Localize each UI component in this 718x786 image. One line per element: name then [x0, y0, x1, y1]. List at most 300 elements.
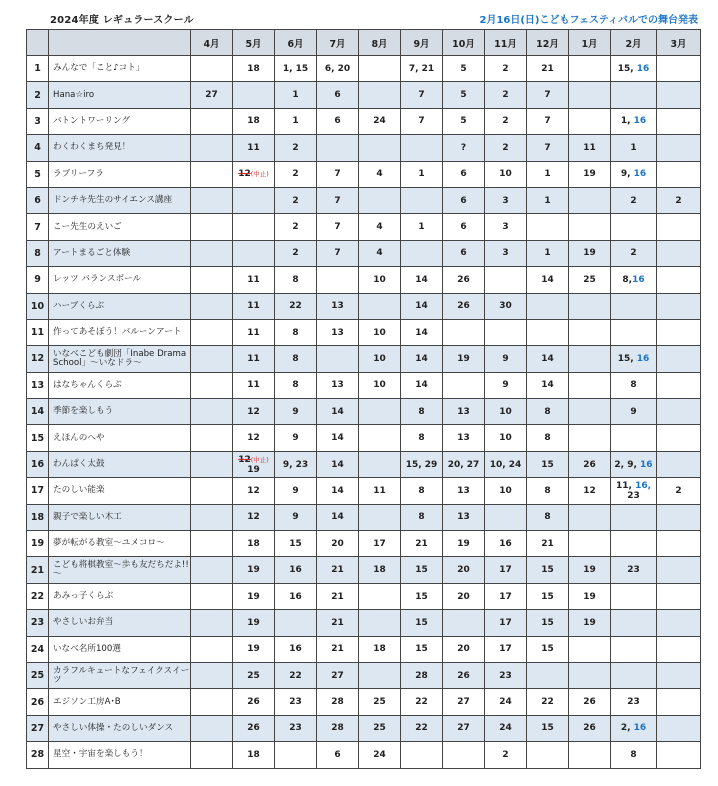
date-cell: [527, 108, 569, 134]
date-value: 17: [373, 538, 386, 549]
date-value: 16: [499, 538, 512, 549]
date-cell: [317, 583, 359, 609]
date-cell: [317, 504, 359, 530]
date-value: 3: [502, 248, 509, 259]
date-value: 15: [289, 538, 302, 549]
date-value: 7: [418, 116, 425, 127]
date-cell: [191, 689, 233, 715]
date-value: 8: [544, 485, 551, 496]
date-value: 9: [292, 433, 299, 444]
date-value: 18: [373, 565, 386, 576]
date-cell: [317, 319, 359, 345]
month-header: 12月: [527, 30, 569, 56]
date-value: 12: [238, 169, 251, 180]
date-value: 13: [457, 433, 470, 444]
date-value: 7: [544, 142, 551, 153]
date-cell: [233, 346, 275, 372]
date-value: 14: [541, 353, 554, 364]
header-blank-name: [49, 30, 191, 56]
date-value: 2,: [620, 723, 634, 734]
row-number: 7: [27, 214, 49, 240]
date-value: 9: [502, 353, 509, 364]
date-cell: [191, 135, 233, 161]
month-header: 8月: [359, 30, 401, 56]
date-cell: [611, 742, 657, 768]
table-row: [27, 240, 701, 266]
date-cell: [401, 689, 443, 715]
date-value: 10, 24: [489, 459, 522, 470]
date-value: 16: [632, 274, 645, 285]
date-cell: [611, 504, 657, 530]
date-value: 8: [292, 327, 299, 338]
date-cell: [401, 293, 443, 319]
date-cell: [275, 742, 317, 768]
date-value: 9: [292, 512, 299, 523]
date-value: 6: [460, 222, 467, 233]
date-value: 22: [541, 697, 554, 708]
date-cell: [401, 610, 443, 636]
date-cell: [611, 451, 657, 477]
course-name: Hana☆iro: [49, 82, 191, 108]
date-cell: [317, 82, 359, 108]
date-value: 21: [415, 538, 428, 549]
date-cell: [191, 636, 233, 662]
date-cell: [275, 319, 317, 345]
date-cell: [443, 108, 485, 134]
date-cell: [527, 636, 569, 662]
date-value: 4: [376, 169, 383, 180]
date-cell: [443, 742, 485, 768]
table-row: [27, 715, 701, 741]
date-cell: [275, 108, 317, 134]
date-cell: [569, 135, 611, 161]
date-cell: [611, 187, 657, 213]
date-cell: [569, 583, 611, 609]
date-cell: [359, 715, 401, 741]
date-value: 2: [292, 142, 299, 153]
date-cell: [485, 108, 527, 134]
date-value: 6: [460, 195, 467, 206]
date-value: 26: [457, 301, 470, 312]
date-value: 23: [627, 697, 640, 708]
date-cell: [485, 610, 527, 636]
date-cell: [485, 240, 527, 266]
date-value: 17: [499, 591, 512, 602]
month-header: 6月: [275, 30, 317, 56]
date-cell: [191, 267, 233, 293]
date-cell: [443, 451, 485, 477]
date-cell: [233, 504, 275, 530]
date-value: 15: [541, 644, 554, 655]
row-number: 14: [27, 399, 49, 425]
date-cell: [443, 214, 485, 240]
date-cell: [275, 214, 317, 240]
date-cell: [569, 82, 611, 108]
date-cell: [233, 187, 275, 213]
date-cell: [401, 372, 443, 398]
date-cell: [657, 187, 701, 213]
date-value: 27: [457, 697, 470, 708]
date-cell: [359, 82, 401, 108]
date-cell: [401, 478, 443, 504]
date-value: 2: [502, 749, 509, 760]
date-value: 9: [630, 406, 637, 417]
course-name: 星空・宇宙を楽しもう！: [49, 742, 191, 768]
date-cell: [569, 56, 611, 82]
row-number: 2: [27, 82, 49, 108]
date-cell: [527, 557, 569, 583]
course-name: こー先生のえいご: [49, 214, 191, 240]
row-number: 9: [27, 267, 49, 293]
row-number: 12: [27, 346, 49, 372]
date-cell: [191, 610, 233, 636]
date-value: 10: [499, 485, 512, 496]
date-cell: [485, 636, 527, 662]
date-cell: [317, 346, 359, 372]
date-value: 14: [331, 433, 344, 444]
date-value: 15,: [617, 353, 637, 364]
date-cell: [275, 478, 317, 504]
date-cell: [657, 346, 701, 372]
date-value: 25: [373, 723, 386, 734]
date-value: 19: [247, 591, 260, 602]
date-cell: [485, 372, 527, 398]
date-cell: [527, 504, 569, 530]
date-value: 20: [457, 644, 470, 655]
date-cell: [569, 214, 611, 240]
date-cell: [611, 636, 657, 662]
date-cell: [485, 557, 527, 583]
date-value: 8: [418, 512, 425, 523]
date-value: 28: [331, 723, 344, 734]
date-cell: [317, 267, 359, 293]
date-cell: [191, 583, 233, 609]
table-row: [27, 610, 701, 636]
date-cell: [233, 451, 275, 477]
row-number: 28: [27, 742, 49, 768]
date-cell: [359, 557, 401, 583]
date-cell: [233, 240, 275, 266]
date-value: 11: [247, 327, 260, 338]
date-value: 9,: [620, 169, 634, 180]
course-name: 季節を楽しもう: [49, 399, 191, 425]
course-name: 作ってあそぼう！バルーンアート: [49, 319, 191, 345]
date-cell: [401, 56, 443, 82]
date-value: 21: [331, 591, 344, 602]
date-cell: [443, 346, 485, 372]
table-row: [27, 742, 701, 768]
date-cell: [611, 372, 657, 398]
row-number: 25: [27, 662, 49, 688]
date-value: 27: [457, 723, 470, 734]
date-value: 1: [292, 116, 299, 127]
month-header: 9月: [401, 30, 443, 56]
date-value: 16: [636, 63, 650, 74]
date-cell: [527, 478, 569, 504]
date-value: 7: [334, 248, 341, 259]
date-value: 12: [583, 485, 596, 496]
date-value: 8: [544, 433, 551, 444]
date-value: 5: [460, 90, 467, 101]
course-name: バトントワーリング: [49, 108, 191, 134]
date-cell: [527, 425, 569, 451]
date-cell: [443, 319, 485, 345]
date-cell: [275, 610, 317, 636]
date-cell: [275, 425, 317, 451]
date-cell: [359, 583, 401, 609]
date-cell: [657, 451, 701, 477]
row-number: 19: [27, 531, 49, 557]
date-cell: [443, 662, 485, 688]
date-cell: [233, 636, 275, 662]
date-value: 14: [415, 380, 428, 391]
date-cell: [317, 662, 359, 688]
date-value: 9: [292, 485, 299, 496]
date-value: 26: [583, 723, 596, 734]
row-number: 13: [27, 372, 49, 398]
date-value: 14: [415, 301, 428, 312]
table-row: [27, 636, 701, 662]
date-cell: [359, 267, 401, 293]
date-cell: [191, 504, 233, 530]
date-cell: [191, 187, 233, 213]
course-name: アートまるごと体験: [49, 240, 191, 266]
date-value: 22: [415, 723, 428, 734]
date-cell: [233, 610, 275, 636]
date-cell: [485, 451, 527, 477]
date-value: 15: [415, 565, 428, 576]
date-value: 11: [373, 485, 386, 496]
date-cell: [317, 425, 359, 451]
date-value: 5: [460, 116, 467, 127]
date-value: 25: [583, 274, 596, 285]
table-row: [27, 689, 701, 715]
date-cell: [191, 319, 233, 345]
month-header-row: [27, 30, 701, 56]
table-row: [27, 161, 701, 187]
table-row: [27, 56, 701, 82]
date-value: 13: [331, 380, 344, 391]
table-row: [27, 478, 701, 504]
date-cell: [359, 372, 401, 398]
date-cell: [359, 425, 401, 451]
date-value: 14: [331, 485, 344, 496]
date-cell: [569, 742, 611, 768]
date-value: 13: [457, 485, 470, 496]
date-cell: [233, 214, 275, 240]
date-value: 9, 23: [282, 459, 309, 470]
date-cell: [569, 504, 611, 530]
date-value: 2: [630, 248, 637, 259]
date-cell: [611, 689, 657, 715]
date-value: 7: [334, 169, 341, 180]
date-value: 16: [289, 644, 302, 655]
date-cell: [401, 214, 443, 240]
date-cell: [317, 610, 359, 636]
date-cell: [527, 82, 569, 108]
date-cell: [317, 689, 359, 715]
date-cell: [317, 742, 359, 768]
date-cell: [485, 56, 527, 82]
date-value: 26: [457, 274, 470, 285]
date-value: 1, 15: [282, 63, 309, 74]
date-value: 23: [289, 697, 302, 708]
table-row: [27, 662, 701, 688]
date-value: 15,: [617, 63, 637, 74]
date-value: 17: [499, 565, 512, 576]
date-cell: [233, 135, 275, 161]
date-value: 6: [334, 749, 341, 760]
date-cell: [485, 399, 527, 425]
course-name: エジソン工房A･B: [49, 689, 191, 715]
date-cell: [359, 478, 401, 504]
date-cell: [401, 557, 443, 583]
date-cell: [485, 319, 527, 345]
date-value: 16: [635, 480, 648, 491]
date-cell: [485, 161, 527, 187]
date-cell: [401, 742, 443, 768]
date-cell: [317, 372, 359, 398]
date-cell: [317, 399, 359, 425]
date-value: 15: [541, 591, 554, 602]
date-cell: [401, 662, 443, 688]
row-number: 10: [27, 293, 49, 319]
date-value: 15: [415, 644, 428, 655]
date-value: 15: [541, 617, 554, 628]
date-cell: [527, 267, 569, 293]
date-cell: [611, 293, 657, 319]
date-value: 2: [630, 195, 637, 206]
table-row: [27, 346, 701, 372]
date-cell: [569, 108, 611, 134]
date-cell: [569, 293, 611, 319]
date-cell: [233, 293, 275, 319]
date-value: 26: [583, 697, 596, 708]
date-value: 21: [541, 538, 554, 549]
date-cell: [233, 531, 275, 557]
header-blank-no: [27, 30, 49, 56]
date-value: 24: [499, 723, 512, 734]
date-value: 28: [331, 697, 344, 708]
date-cell: [657, 689, 701, 715]
month-header: 10月: [443, 30, 485, 56]
month-header: 3月: [657, 30, 701, 56]
date-value: 2: [292, 195, 299, 206]
date-cell: [191, 161, 233, 187]
course-name: カラフルキュートなフェイクスイーツ: [49, 662, 191, 688]
date-cell: [527, 583, 569, 609]
date-value: 1: [544, 248, 551, 259]
date-value: 2: [292, 248, 299, 259]
date-value: 15: [415, 591, 428, 602]
page-title: 2024年度 レギュラースクール: [50, 15, 194, 26]
page-header: [26, 8, 700, 26]
date-value: 20: [457, 565, 470, 576]
date-cell: [401, 135, 443, 161]
date-cell: [191, 425, 233, 451]
course-name: ラブリーフラ: [49, 161, 191, 187]
date-cell: [233, 319, 275, 345]
date-value: 23: [627, 565, 640, 576]
month-header: 2月: [611, 30, 657, 56]
date-cell: [275, 267, 317, 293]
date-cell: [359, 108, 401, 134]
row-number: 5: [27, 161, 49, 187]
date-cell: [359, 636, 401, 662]
month-header: 11月: [485, 30, 527, 56]
table-row: [27, 82, 701, 108]
month-header: 1月: [569, 30, 611, 56]
date-value: 8: [544, 512, 551, 523]
date-cell: [359, 346, 401, 372]
date-cell: [443, 135, 485, 161]
row-number: 1: [27, 56, 49, 82]
date-cell: [611, 583, 657, 609]
date-value: 18: [247, 749, 260, 760]
date-cell: [657, 214, 701, 240]
date-cell: [657, 56, 701, 82]
date-cell: [317, 557, 359, 583]
table-row: [27, 583, 701, 609]
date-value: 8: [544, 406, 551, 417]
date-cell: [191, 293, 233, 319]
course-name: やさしい体操・たのしいダンス: [49, 715, 191, 741]
date-value: 6, 20: [324, 63, 351, 74]
date-cell: [275, 557, 317, 583]
date-cell: [317, 161, 359, 187]
date-cell: [443, 56, 485, 82]
date-cell: [317, 636, 359, 662]
date-value: 1: [418, 222, 425, 233]
date-value: 21: [331, 644, 344, 655]
date-cell: [657, 504, 701, 530]
date-cell: [359, 293, 401, 319]
date-cell: [657, 583, 701, 609]
date-value: 13: [331, 327, 344, 338]
date-cell: [317, 187, 359, 213]
date-cell: [359, 689, 401, 715]
date-value: 19: [583, 617, 596, 628]
date-value: 2: [675, 195, 682, 206]
row-number: 22: [27, 583, 49, 609]
date-value: 25: [247, 670, 260, 681]
date-cell: [569, 451, 611, 477]
date-cell: [275, 372, 317, 398]
date-cell: [233, 689, 275, 715]
cancel-note: (中止): [250, 170, 269, 179]
date-cell: [443, 504, 485, 530]
date-cell: [233, 82, 275, 108]
date-cell: [569, 346, 611, 372]
row-number: 24: [27, 636, 49, 662]
table-row: [27, 135, 701, 161]
date-cell: [657, 557, 701, 583]
date-cell: [527, 610, 569, 636]
date-value: 10: [373, 274, 386, 285]
date-cell: [611, 610, 657, 636]
date-value: 26: [247, 697, 260, 708]
date-value: 26: [247, 723, 260, 734]
table-row: [27, 451, 701, 477]
date-value: 6: [334, 90, 341, 101]
date-cell: [275, 531, 317, 557]
date-cell: [443, 399, 485, 425]
date-value: 19: [247, 464, 260, 475]
date-cell: [485, 715, 527, 741]
date-cell: [233, 372, 275, 398]
date-cell: [527, 399, 569, 425]
date-value: 1: [418, 169, 425, 180]
